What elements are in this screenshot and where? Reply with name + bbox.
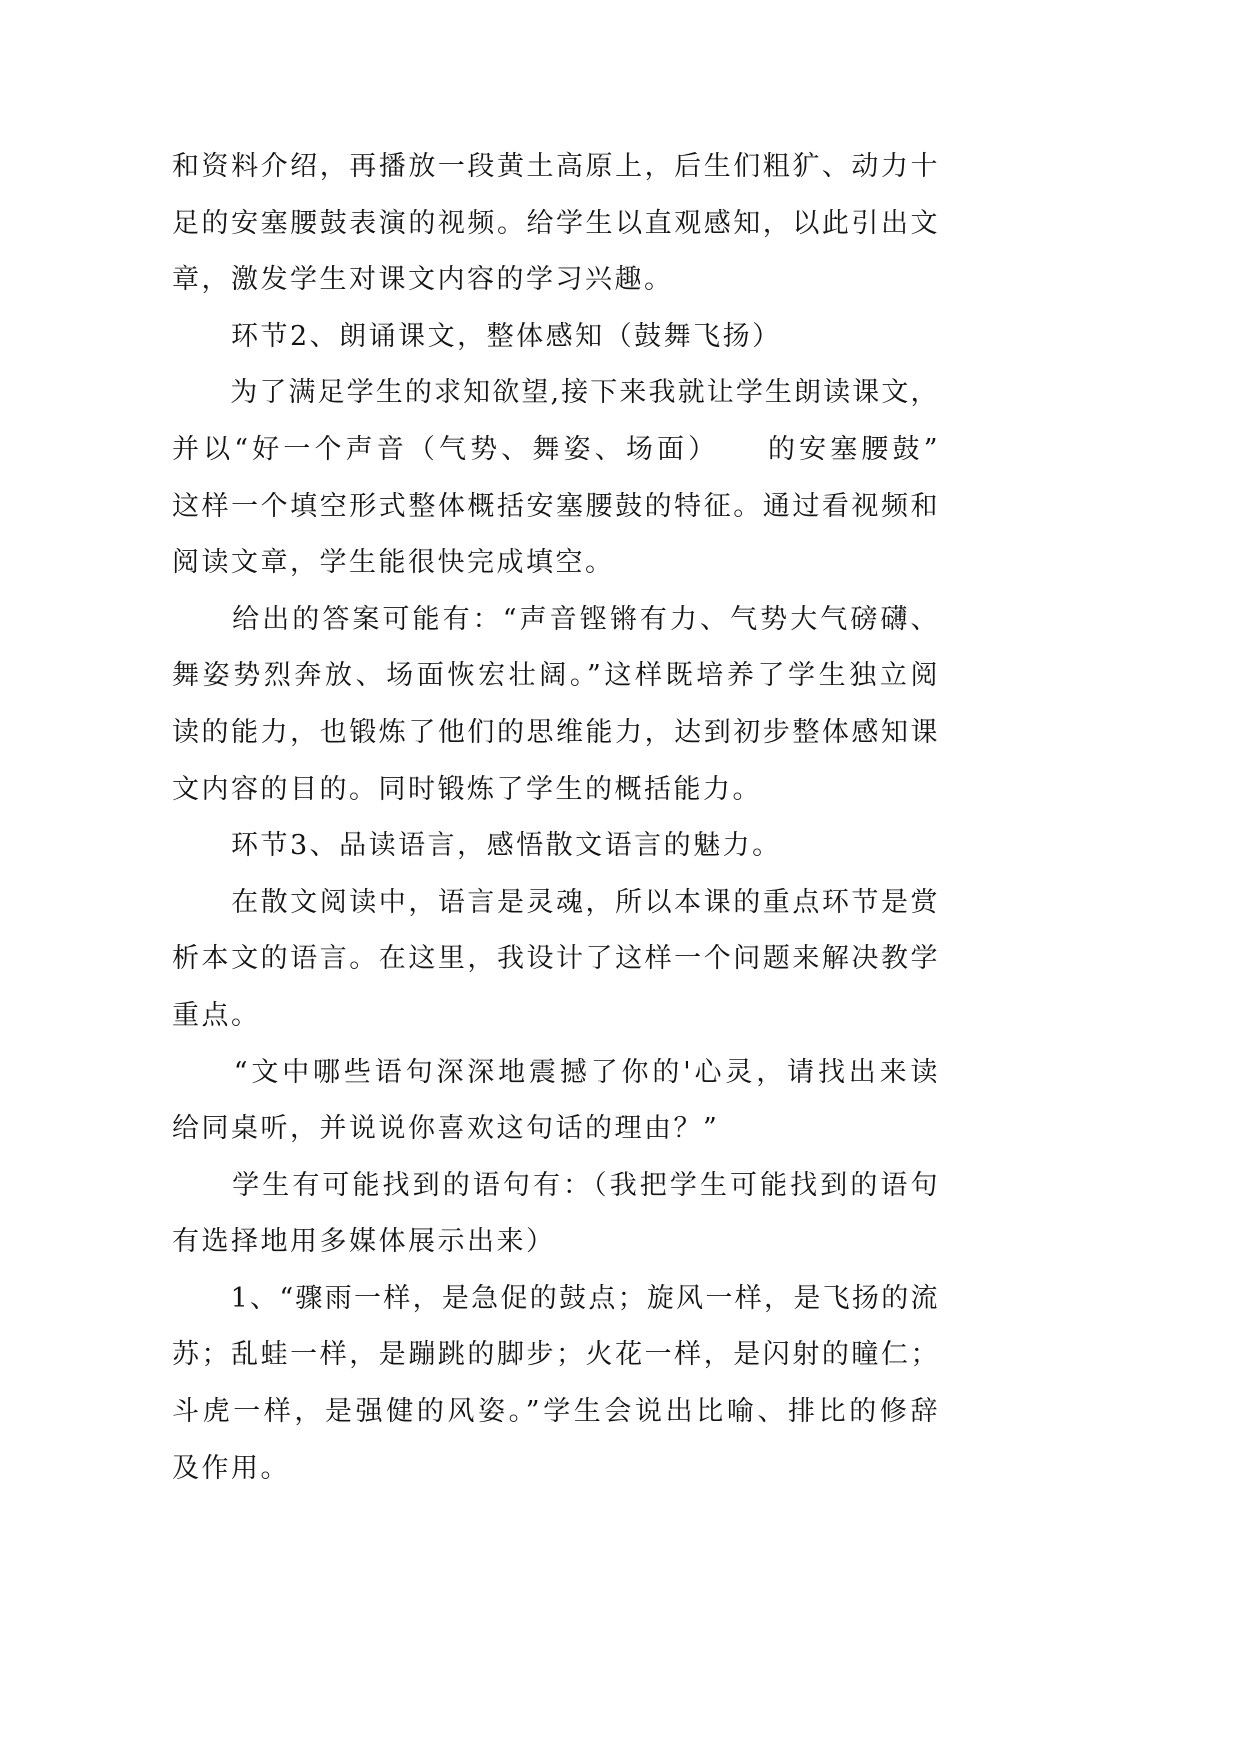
text-line: 重点。 (172, 999, 261, 1031)
text-line: 环节3、品读语言，感悟散文语言的魅力。 (172, 830, 782, 862)
text-line: 阅读文章，学生能很快完成填空。 (172, 547, 615, 579)
text-line: 和资料介绍，再播放一段黄土高原上，后生们粗犷、动力十 (172, 151, 938, 182)
text-line: 读的能力，也锻炼了他们的思维能力，达到初步整体感知课 (172, 716, 938, 748)
paragraph (172, 1045, 938, 1158)
body-text (172, 139, 938, 1497)
text-line: 析本文的语言。在这里，我设计了这样一个问题来解决教学 (172, 943, 938, 975)
text-line: 学生有可能找到的语句有：（我把学生可能找到的语句 (172, 1169, 938, 1201)
text-line: 为了满足学生的求知欲望,接下来我就让学生朗读课文， (172, 377, 938, 409)
paragraph (172, 365, 938, 591)
text-line: 给同桌听，并说说你喜欢这句话的理由？” (172, 1113, 720, 1145)
text-line: 1、“骤雨一样，是急促的鼓点；旋风一样，是飞扬的流 (172, 1282, 938, 1314)
paragraph (172, 592, 938, 818)
text-line: 及作用。 (172, 1452, 290, 1484)
paragraph (172, 1158, 938, 1271)
paragraph (172, 1271, 938, 1497)
text-line: 苏；乱蛙一样，是蹦跳的脚步；火花一样，是闪射的瞳仁； (172, 1339, 938, 1371)
text-line: 斗虎一样，是强健的风姿。”学生会说出比喻、排比的修辞 (172, 1396, 938, 1428)
text-line: “文中哪些语句深深地震撼了你的'心灵，请找出来读 (172, 1056, 938, 1088)
text-line: 在散文阅读中，语言是灵魂，所以本课的重点环节是赏 (172, 886, 938, 918)
paragraph (172, 139, 938, 309)
text-line: 给出的答案可能有：“声音铿锵有力、气势大气磅礴、 (172, 603, 938, 635)
paragraph (172, 875, 938, 1045)
text-line: 有选择地用多媒体展示出来） (172, 1226, 556, 1258)
paragraph (172, 309, 938, 366)
text-line: 环节2、朗诵课文，整体感知（鼓舞飞扬） (172, 320, 782, 352)
text-line: 章，激发学生对课文内容的学习兴趣。 (172, 264, 674, 296)
text-line: 这样一个填空形式整体概括安塞腰鼓的特征。通过看视频和 (172, 490, 938, 522)
text-line: 足的安塞腰鼓表演的视频。给学生以直观感知，以此引出文 (172, 207, 938, 239)
text-line: 舞姿势烈奔放、场面恢宏壮阔。”这样既培养了学生独立阅 (172, 660, 938, 692)
text-line: 并以“好一个声音（气势、舞姿、场面） 的安塞腰鼓” (172, 433, 938, 465)
text-line: 文内容的目的。同时锻炼了学生的概括能力。 (172, 773, 762, 805)
paragraph (172, 818, 938, 875)
